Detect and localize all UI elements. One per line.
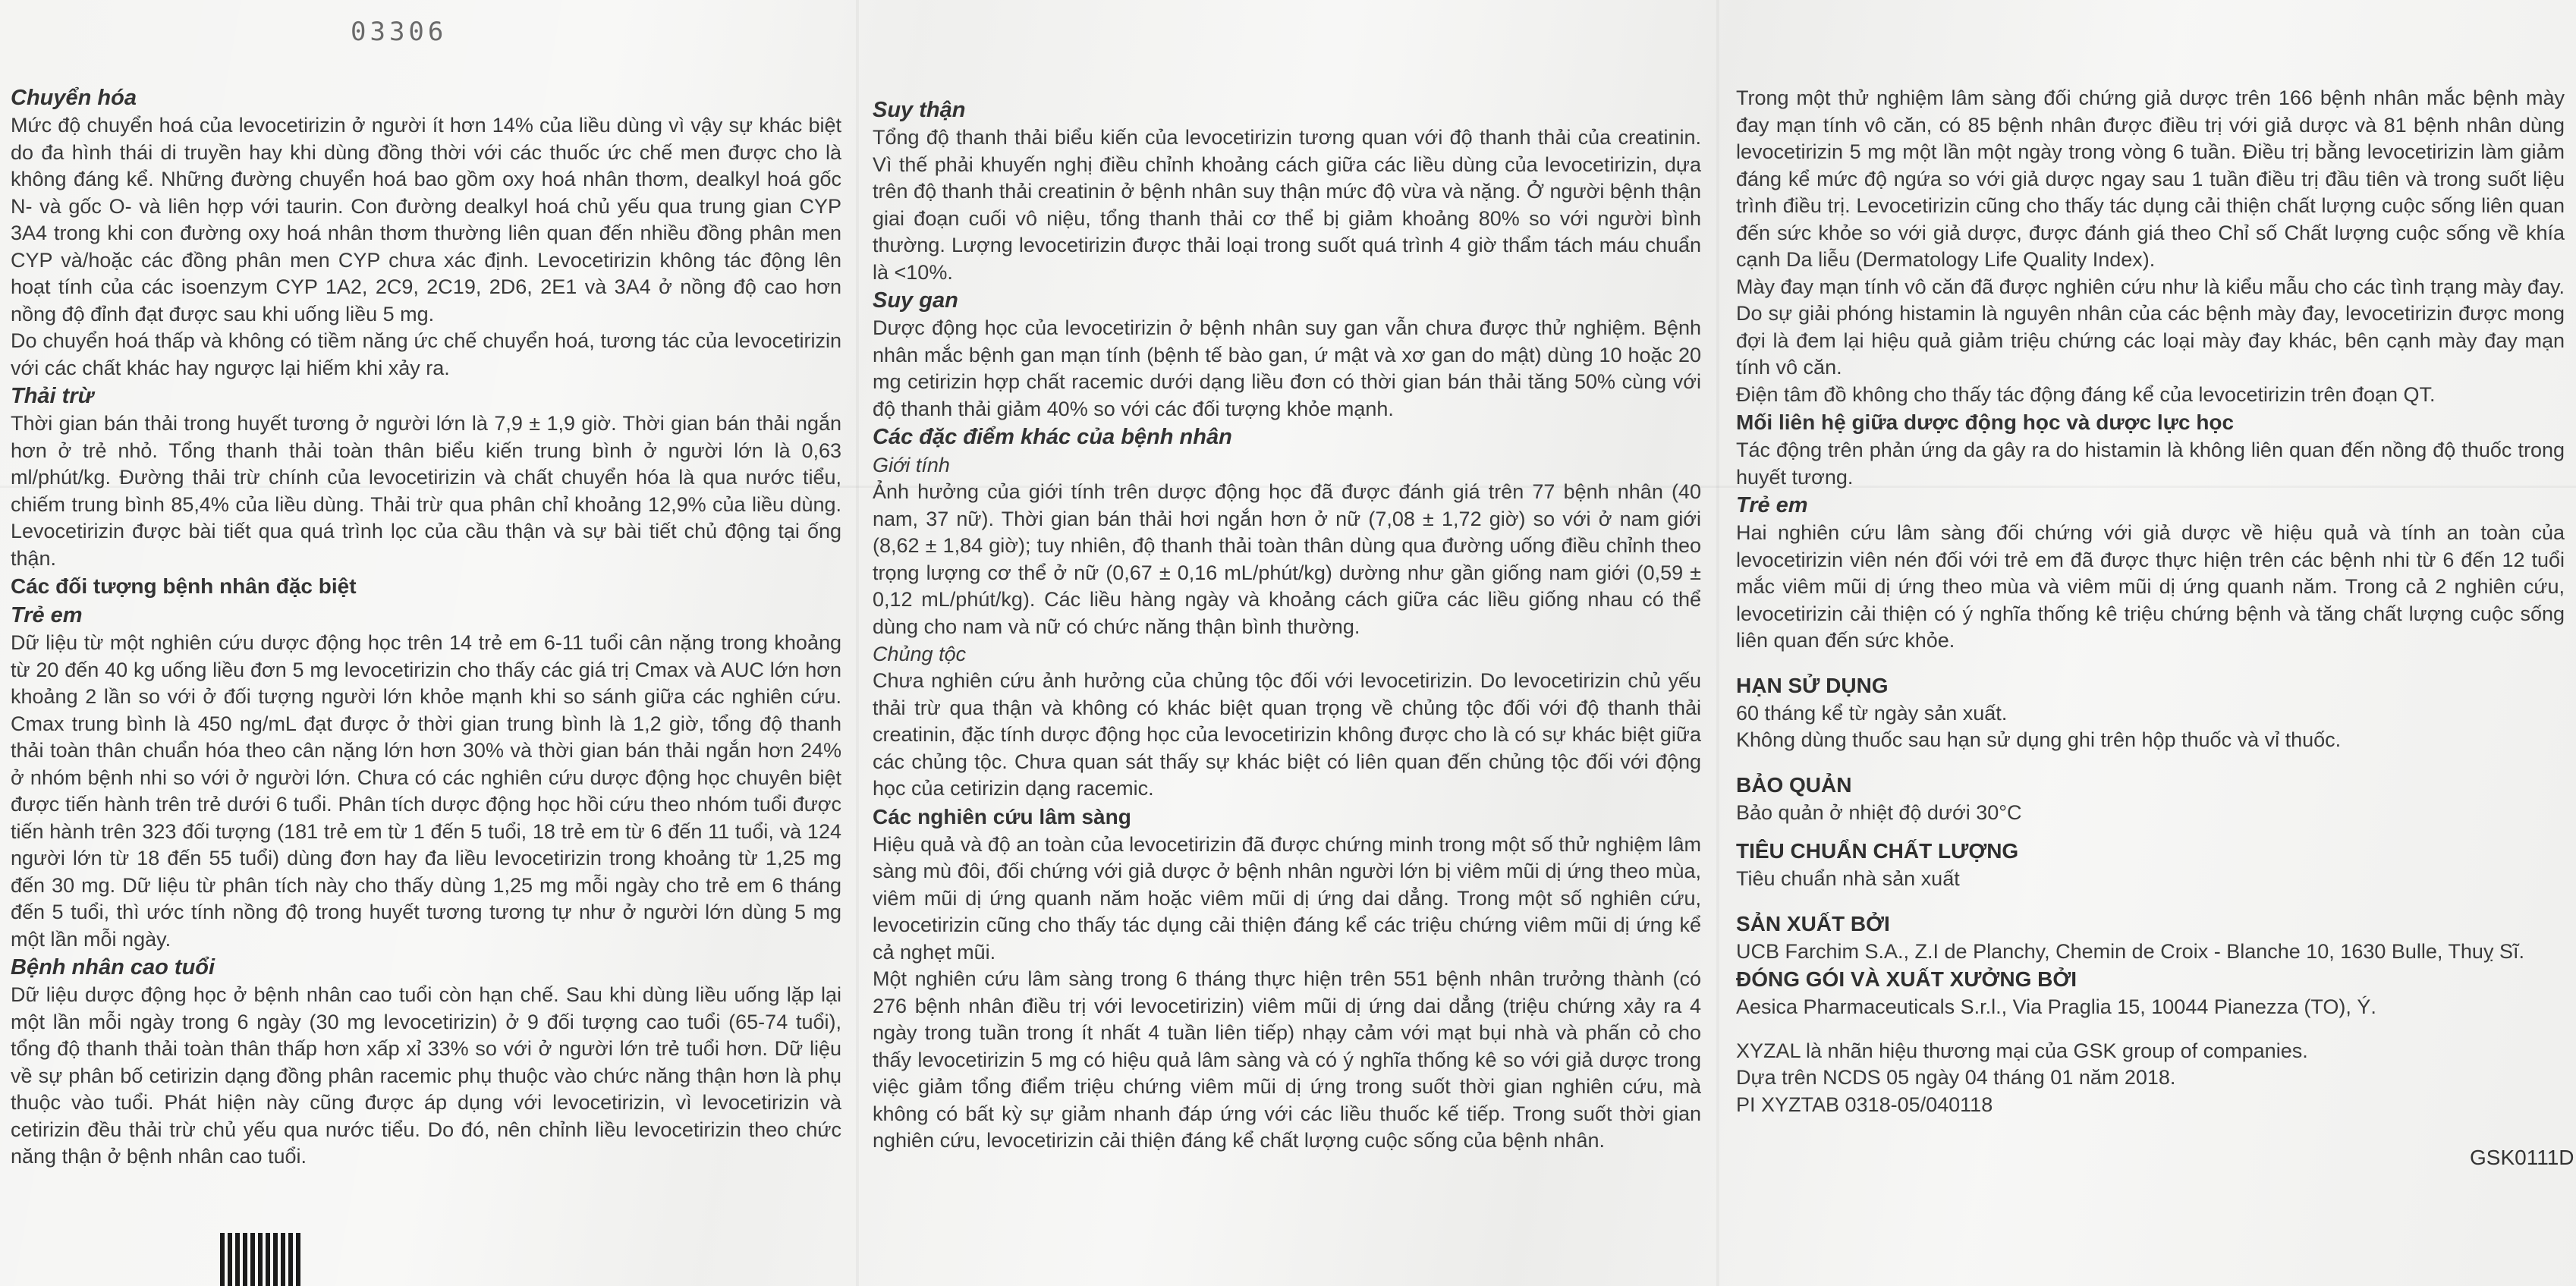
special-populations-heading: Các đối tượng bệnh nhân đặc biệt (11, 574, 357, 598)
shelf-life-line-2: Không dùng thuốc sau hạn sử dụng ghi trên hộp thuốc và vỉ thuốc. (1736, 728, 2342, 751)
gender-heading: Giới tính (873, 454, 950, 476)
clinical-paragraph-2: Một nghiên cứu lâm sàng trong 6 tháng thực hiện trên 551 bệnh nhân trưởng thành (có 276 bệnh nhân điều trị với levocetirizin) viêm mũi dị ứng dai dẳng (triệu chứng xảy ra 4 ngày trong tuần trong ít nhất 4 tuần liên tiếp) nhạy cảm với mạt bụi nhà và phấn cỏ cho thấy levocetirizin 5 mg có hiệu quả lâm sàng và có ý nghĩa thống kê so với giả dược trong việc giảm tổng điểm triệu chứng viêm mũi dị ứng trong suốt thời gian nghiên cứu, mà không có bất kỳ sự giảm nhanh đáp ứng với các liều thuốc kế tiếp. Trong suốt thời gian nghiên cứu, levocetirizin cải thiện đáng kể chất lượng cuộc sống của bệnh nhân. (873, 967, 1701, 1152)
gender-paragraph: Ảnh hưởng của giới tính trên dược động học đã được đánh giá trên 77 bệnh nhân (40 nam, 37 nữ). Thời gian bán thải hơi ngắn hơn ở nữ (7,08 ± 1,72 giờ) so với ở nam giới (8,62 ± 1,84 giờ); tuy nhiên, độ thanh thải toàn thân dùng qua đường uống điều chỉnh theo trọng lượng cơ thể ở nữ (0,67 ± 0,16 mL/phút/kg) dường như gần giống nam giới (0,59 ± 0,12 mL/phút/kg). Các liều hàng ngày và khoảng cách giữa các liều giống nhau có thể dùng cho nam và nữ có chức năng thận bình thường. (873, 480, 1701, 638)
packer-heading: ĐÓNG GÓI VÀ XUẤT XƯỞNG BỞI (1736, 967, 2077, 991)
storage-heading: BẢO QUẢN (1736, 772, 1852, 797)
trademark-line: XYZAL là nhãn hiệu thương mại của GSK group of companies. (1736, 1039, 2308, 1062)
race-heading: Chủng tộc (873, 643, 967, 665)
hepatic-heading: Suy gan (873, 288, 958, 313)
gsk-code: GSK0111D (2470, 1146, 2574, 1169)
clinical-paragraph-1: Hiệu quả và độ an toàn của levocetirizin đã được chứng minh trong một số thử nghiệm lâm sàng mù đôi, đối chứng với giả dược ở bệnh nhân người lớn bị viêm mũi dị ứng theo mùa, viêm mũi dị ứng quanh năm hoặc viêm mũi dị ứng dai dẳng. Trong một số nghiên cứu, levocetirizin cũng cho thấy tác dụng cải thiện đáng kể các triệu chứng viêm mũi dị ứng kể cả nghẹt mũi. (873, 832, 1701, 964)
elderly-heading: Bệnh nhân cao tuổi (11, 955, 215, 979)
quality-heading: TIÊU CHUẨN CHẤT LƯỢNG (1736, 839, 2019, 863)
race-paragraph: Chưa nghiên cứu ảnh hưởng của chủng tộc đối với levocetirizin. Do levocetirizin chủ yếu thải trừ qua thận và không có khác biệt quan trọng về chủng tộc đối với độ thanh thải creatinin, đặc tính dược động học của levocetirizin không được cho là có sự khác biệt giữa các chủng tộc. Chưa quan sát thấy sự khác biệt có liên quan đến chủng tộc đối với động học của cetirizin dạng racemic. (873, 669, 1701, 800)
quality-line: Tiêu chuẩn nhà sản xuất (1736, 867, 1960, 890)
elimination-paragraph: Thời gian bán thải trong huyết tương ở người lớn là 7,9 ± 1,9 giờ. Thời gian bán thải ngắn hơn ở trẻ nhỏ. Tổng thanh thải toàn thân biểu kiến trung bình ở người lớn là 0,63 ml/phút/kg. Đường thải trừ chính của levocetirizin và chất chuyển hóa là qua nước tiểu, chiếm trung bình 85,4% của liều dùng. Thải trừ qua phân chỉ khoảng 12,9% của liều dùng. Levocetirizin được bài tiết qua quá trình lọc của cầu thận và sự bài tiết chủ động tại ống thận. (11, 412, 841, 570)
children-heading-2: Trẻ em (1736, 493, 1808, 517)
other-characteristics-heading: Các đặc điểm khác của bệnh nhân (873, 425, 1232, 449)
storage-line: Bảo quản ở nhiệt độ dưới 30°C (1736, 800, 2022, 824)
clinical-studies-heading: Các nghiên cứu lâm sàng (873, 804, 1131, 829)
manufacturer-line: UCB Farchim S.A., Z.I de Planchy, Chemin de Croix - Blanche 10, 1630 Bulle, Thuỵ Sĩ. (1736, 939, 2524, 963)
shelf-life-line-1: 60 tháng kể từ ngày sản xuất. (1736, 701, 2008, 725)
shelf-life-heading: HẠN SỬ DỤNG (1736, 673, 1889, 697)
children-paragraph: Dữ liệu từ một nghiên cứu dược động học trên 14 trẻ em 6-11 tuổi cân nặng trong khoảng từ 20 đến 40 kg uống liều đơn 5 mg levocetirizin cho thấy các giá trị Cmax và AUC lớn hơn khoảng 2 lần so với ở đối tượng người lớn khỏe mạnh khi so sánh giữa các nghiên cứu. Cmax trung bình là 450 ng/mL đạt được ở thời gian trung bình là 1,2 giờ, tổng độ thanh thải toàn thân chuẩn hóa theo cân nặng lớn hơn 30% và thời gian bán thải ngắn hơn 24% ở nhóm bệnh nhi so với ở người lớn. Chưa có các nghiên cứu dược động học chuyên biệt được tiến hành trên trẻ dưới 6 tuổi. Phân tích dược động học hồi cứu theo nhóm tuổi được tiến hành trên 323 đối tượng (181 trẻ em từ 1 đến 5 tuổi, 18 trẻ em từ 6 đến 11 tuổi, và 124 người lớn từ 18 đến 55 tuổi) dùng đơn hay đa liều levocetirizin trong khoảng từ 1,25 mg đến 30 mg. Dữ liệu từ phân tích này cho thấy dùng 1,25 mg mỗi ngày cho trẻ em 6 tháng đến 5 tuổi, thì ước tính nồng độ trong huyết tương tương tự như ở người lớn dùng 5 mg một lần mỗi ngày. (11, 631, 841, 951)
batch-code: 03306 (351, 17, 448, 47)
renal-paragraph: Tổng độ thanh thải biểu kiến của levocetirizin tương quan với độ thanh thải của creatinin. Vì thế phải khuyến nghị điều chỉnh khoảng cách giữa các liều dùng của levocetirizin, dựa trên độ thanh thải creatinin ở bệnh nhân suy thận mức độ vừa và nặng. Ở người bệnh thận giai đoạn cuối vô niệu, tổng thanh thải cơ thể bị giảm khoảng 80% so với người bình thường. Lượng levocetirizin được thải loại trong suốt quá trình 4 giờ thẩm tách máu chuẩn là <10%. (873, 126, 1701, 284)
metabolism-paragraph: Mức độ chuyển hoá của levocetirizin ở người ít hơn 14% của liều dùng vì vậy sự khác biệt do đa hình thái di truyền hay khi dùng đồng thời với các thuốc ức chế men được cho là không đáng kể. Những đường chuyển hoá bao gồm oxy hoá nhân thơm, dealkyl hoá gốc N- và gốc O- và liên hợp với taurin. Con đường dealkyl hoá chủ yếu qua trung gian CYP 3A4 trong khi con đường oxy hoá nhân thơm thường liên quan đến nhiều đồng phân men CYP và/hoặc các đồng phân men CYP chưa xác định. Levocetirizin không tác động lên hoạt tính của các isoenzym CYP 1A2, 2C9, 2C19, 2D6, 2E1 và 3A4 ở nồng độ cao hơn nồng độ đỉnh đạt được sau khi uống liều 5 mg. (11, 114, 841, 325)
barcode (220, 1233, 349, 1286)
trial-paragraph-1: Trong một thử nghiệm lâm sàng đối chứng giả dược trên 166 bệnh nhân mắc bệnh mày đay mạn tính vô căn, có 85 bệnh nhân được điều trị với giả dược và 81 bệnh nhân dùng levocetirizin 5 mg một lần một ngày trong vòng 6 tuần. Điều trị bằng levocetirizin làm giảm đáng kể mức độ ngứa so với giả dược ngay sau 1 tuần điều trị đầu tiên và trong suốt liệu trình điều trị. Levocetirizin cũng cho thấy tác dụng cải thiện chất lượng cuộc sống liên quan đến sức khỏe so với giả dược, được đánh giá theo Chỉ số Chất lượng cuộc sống về khía cạnh Da liễu (Dermatology Life Quality Index). (1736, 86, 2565, 271)
document-code-line: PI XYZTAB 0318-05/040118 (1736, 1093, 1993, 1116)
hepatic-paragraph: Dược động học của levocetirizin ở bệnh nhân suy gan vẫn chưa được thử nghiệm. Bệnh nhân mắc bệnh gan mạn tính (bệnh tế bào gan, ứ mật và xơ gan do mật) dùng 10 hoặc 20 mg cetirizin hợp chất racemic dưới dạng liều đơn có thời gian bán thải tăng 50% cùng với độ thanh thải giảm 40% so với các đối tượng khỏe mạnh. (873, 316, 1701, 420)
fold-crease (856, 0, 859, 1286)
barcode-space (300, 1233, 304, 1286)
manufacturer-heading: SẢN XUẤT BỞI (1736, 911, 1890, 935)
trial-paragraph-3: Điện tâm đồ không cho thấy tác động đáng kể của levocetirizin trên đoạn QT. (1736, 382, 2436, 406)
basis-line: Dựa trên NCDS 05 ngày 04 tháng 01 năm 2018. (1736, 1066, 2176, 1089)
pkpd-heading: Mối liên hệ giữa dược động học và dược lực học (1736, 410, 2235, 434)
trial-paragraph-2: Mày đay mạn tính vô căn đã được nghiên cứu như là kiểu mẫu cho các tình trạng mày đay. Do sự giải phóng histamin là nguyên nhân của các bệnh mày đay, levocetirizin được mong đợi là đem lại hiệu quả giảm triệu chứng các loại mày đay khác, bên cạnh mày đay mạn tính vô căn. (1736, 275, 2565, 379)
children-heading: Trẻ em (11, 603, 83, 627)
packer-line: Aesica Pharmaceuticals S.r.l., Via Praglia 15, 10044 Pianezza (TO), Ý. (1736, 995, 2376, 1018)
column-right (1736, 85, 2565, 1118)
children-paragraph-2: Hai nghiên cứu lâm sàng đối chứng với giả dược về hiệu quả và tính an toàn của levocetirizin viên nén đối với trẻ em đã được thực hiện trên các bệnh nhi từ 6 đến 12 tuổi mắc viêm mũi dị ứng theo mùa và viêm mũi dị ứng quanh năm. Trong cả 2 nghiên cứu, levocetirizin cải thiện có ý nghĩa thống kê triệu chứng bệnh và tăng chất lượng cuộc sống liên quan đến sức khỏe. (1736, 521, 2565, 652)
renal-heading: Suy thận (873, 98, 966, 122)
pkpd-paragraph: Tác động trên phản ứng da gây ra do histamin là không liên quan đến nồng độ thuốc trong huyết tương. (1736, 439, 2565, 489)
metabolism-paragraph-2: Do chuyển hoá thấp và không có tiềm năng ức chế chuyển hoá, tương tác của levocetirizin với các chất khác hay ngược lại hiếm khi xảy ra. (11, 329, 841, 379)
fold-crease (1716, 0, 1719, 1286)
metabolism-heading: Chuyển hóa (11, 86, 137, 110)
column-middle (873, 96, 1701, 1155)
elderly-paragraph: Dữ liệu dược động học ở bệnh nhân cao tuổi còn hạn chế. Sau khi dùng liều uống lặp lại một lần mỗi ngày trong 6 ngày (30 mg levocetirizin) ở 9 đối tượng cao tuổi (65-74 tuổi), tổng độ thanh thải toàn thân thấp hơn xấp xỉ 33% so với ở người lớn trẻ tuổi hơn. Dữ liệu về sự phân bố cetirizin dạng đồng phân racemic phụ thuộc vào chức năng thận hơn là phụ thuộc vào tuổi. Phát hiện này cũng được áp dụng với levocetirizin, vì levocetirizin và cetirizin đều thải trừ chủ yếu qua nước tiểu. Do đó, nên chỉnh liều levocetirizin theo chức năng thận ở bệnh nhân cao tuổi. (11, 983, 841, 1168)
column-left (11, 83, 841, 1171)
elimination-heading: Thải trừ (11, 384, 94, 408)
